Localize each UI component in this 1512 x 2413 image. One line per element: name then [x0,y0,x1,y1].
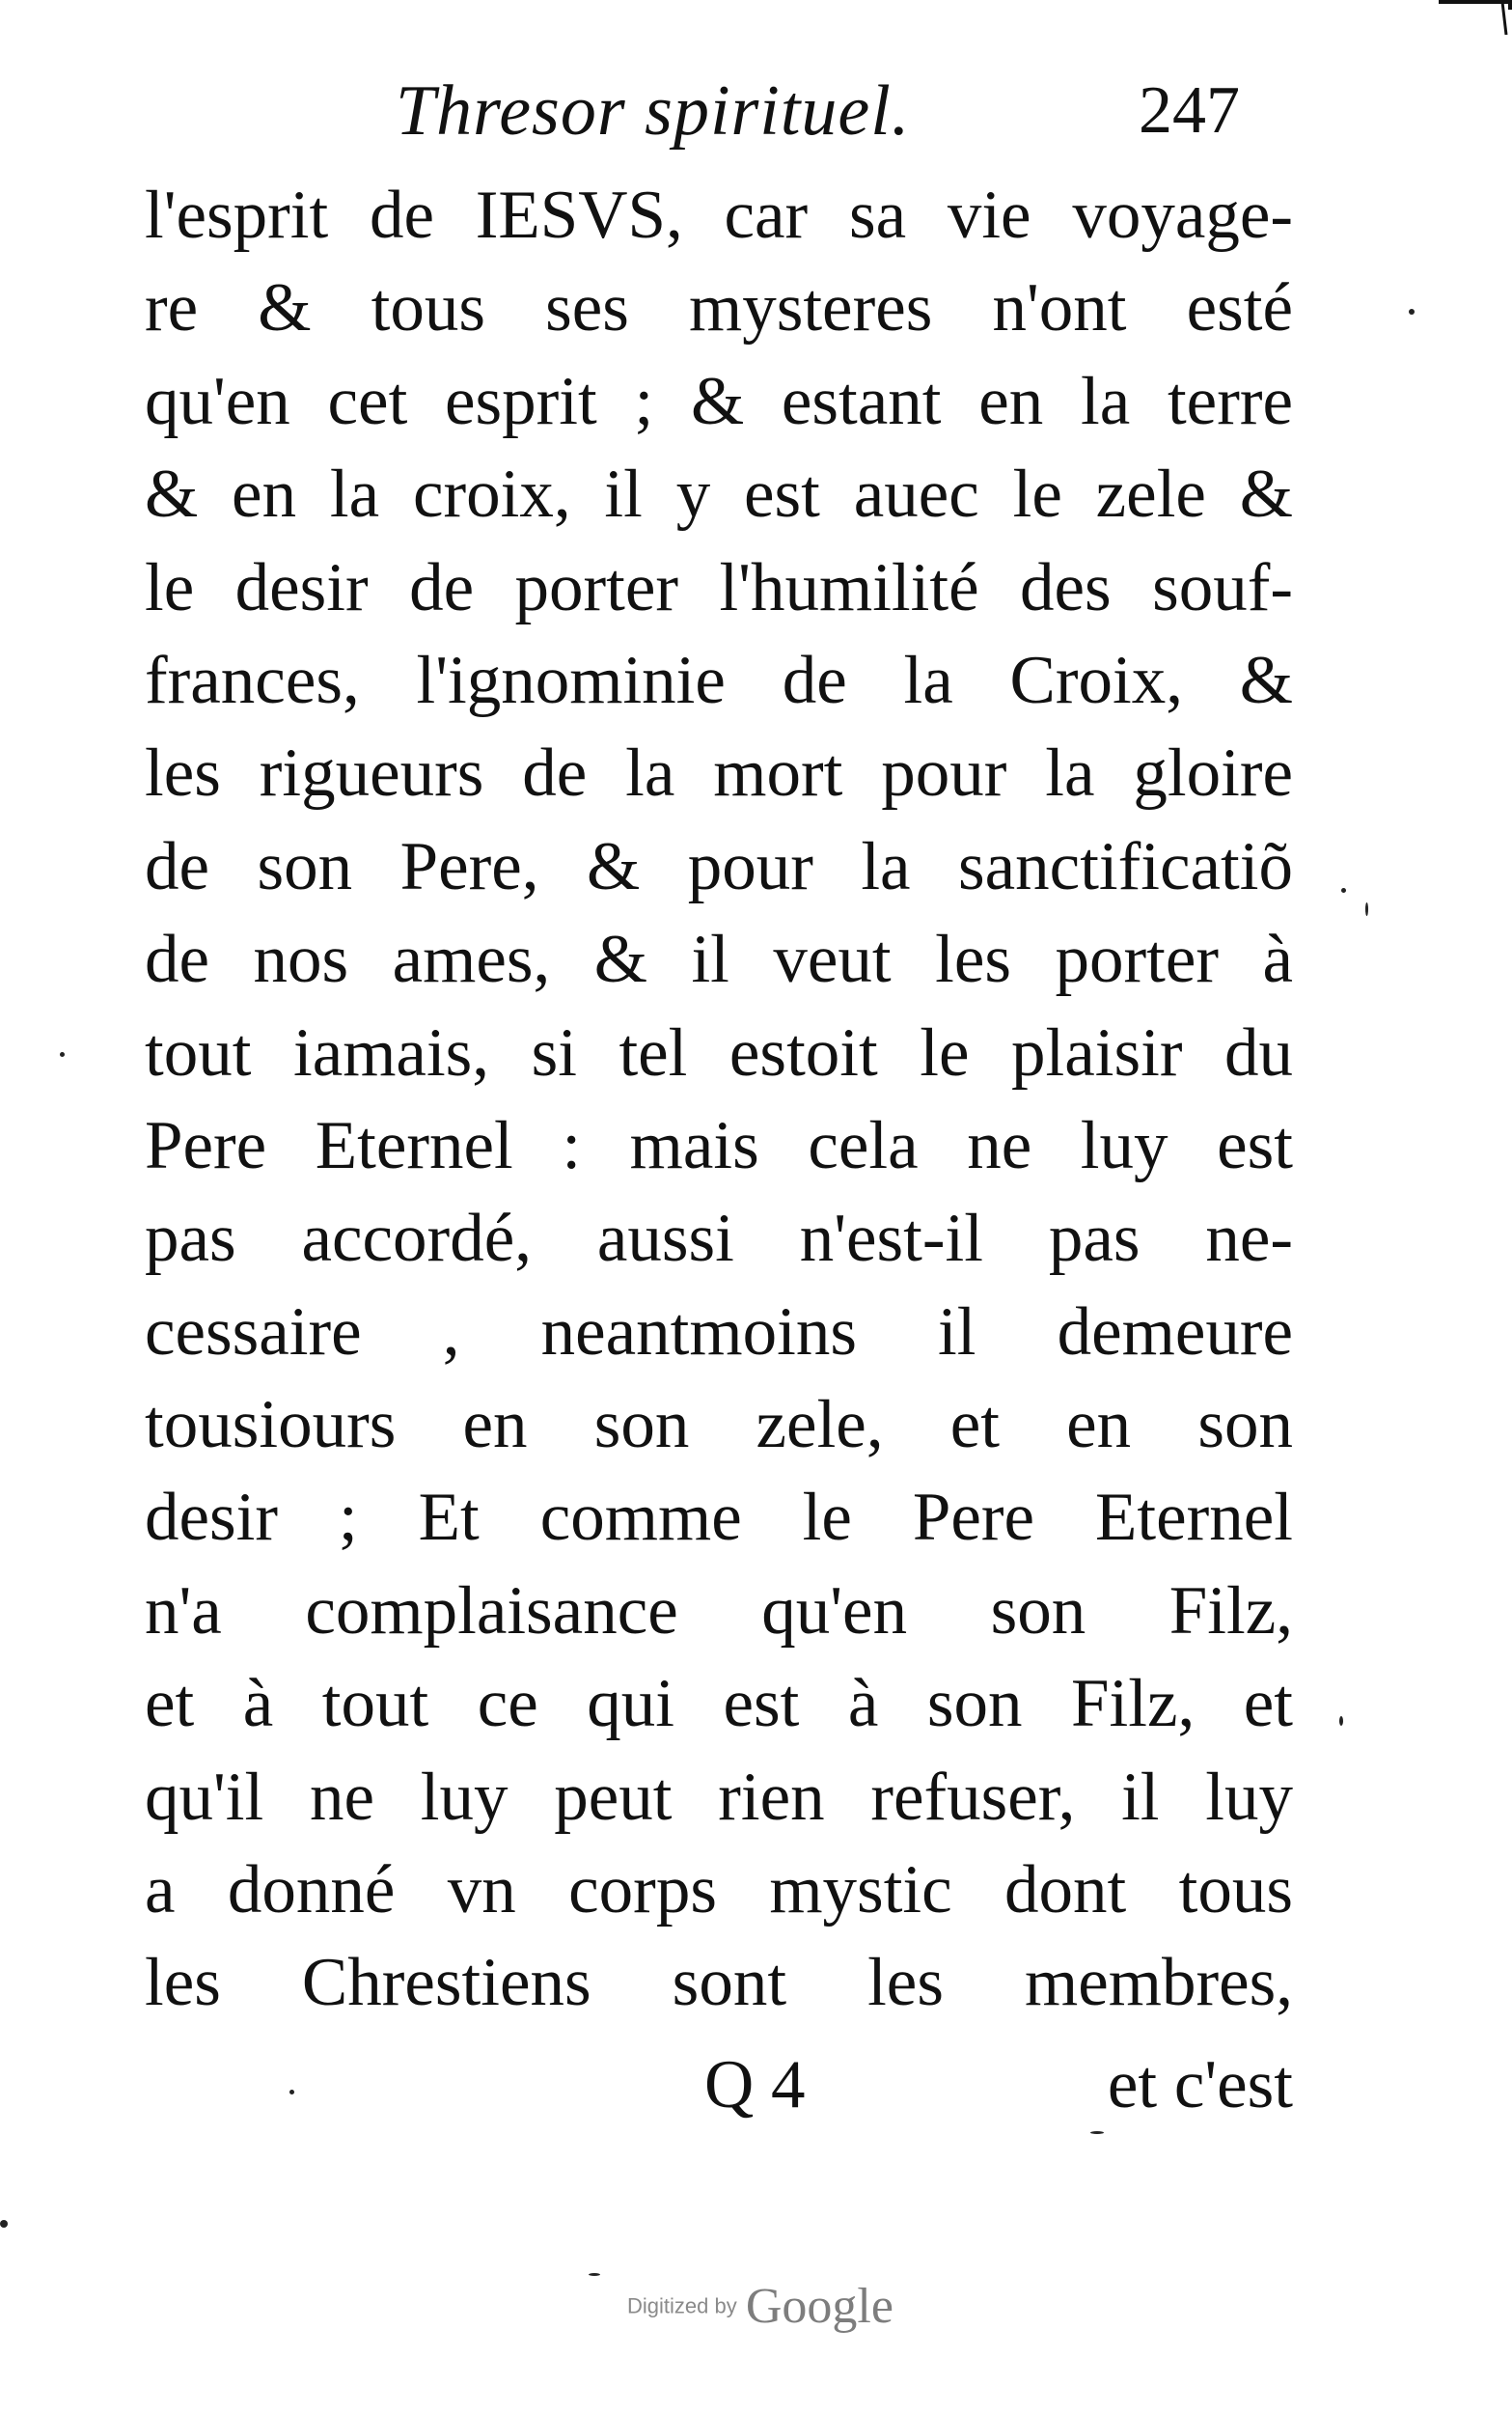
signature-mark: Q 4 [704,2047,806,2122]
text-line: frances, l'ignominie de la Croix, & [145,642,1293,718]
ink-speck [1409,309,1415,315]
text-line: les Chrestiens sont les membres, [145,1945,1293,2021]
catchword: et c'est [1107,2047,1293,2122]
ink-speck [1341,888,1346,893]
text-line: re & tous ses mysteres n'ont esté [145,270,1293,347]
google-wordmark: Google [745,2279,893,2334]
text-line: tousiours en son zele, et en son [145,1387,1293,1463]
ink-speck [1365,902,1368,916]
text-line: pas accordé, aussi n'est-il pas ne- [145,1201,1293,1277]
text-line: l'esprit de IESVS, car sa vie voyage- [145,178,1293,253]
text-line: Pere Eternel : mais cela ne luy est [145,1107,1293,1183]
digitized-by-label: Digitized by [627,2293,737,2318]
text-line: et à tout ce qui est à son Filz, et [145,1666,1293,1742]
digitization-notice [627,2278,893,2345]
ink-speck [60,1052,65,1057]
text-line: cessaire , neantmoins il demeure [145,1293,1293,1370]
text-line: le desir de porter l'humilité des souf- [145,549,1293,625]
text-line: de nos ames, & il veut les porter à [145,922,1293,998]
text-line: tout iamais, si tel estoit le plaisir du [145,1014,1293,1091]
ink-speck [589,2273,600,2276]
ink-speck [289,2090,294,2094]
text-line: n'a complaisance qu'en son Filz, [145,1572,1293,1649]
ink-speck [1339,1716,1343,1726]
ink-speck [0,2220,8,2228]
running-title: Thresor spirituel. [396,71,911,151]
page-number: 247 [1139,73,1240,148]
text-line: & en la croix, il y est auec le zele & [145,457,1293,533]
text-line: a donné vn corps mystic dont tous [145,1852,1293,1928]
text-line: desir ; Et comme le Pere Eternel [145,1480,1293,1556]
text-line: qu'en cet esprit ; & estant en la terre [145,363,1293,439]
ink-speck [1090,2131,1104,2134]
text-line: qu'il ne luy peut rien refuser, il luy [145,1759,1293,1835]
text-line: de son Pere, & pour la sanctificatiõ [145,828,1293,904]
page-footer [145,2032,1293,2138]
body-text [145,169,1293,2030]
corner-ink-mark [1435,0,1512,39]
text-line: les rigueurs de la mort pour la gloire [145,735,1293,812]
running-head [386,58,1312,164]
